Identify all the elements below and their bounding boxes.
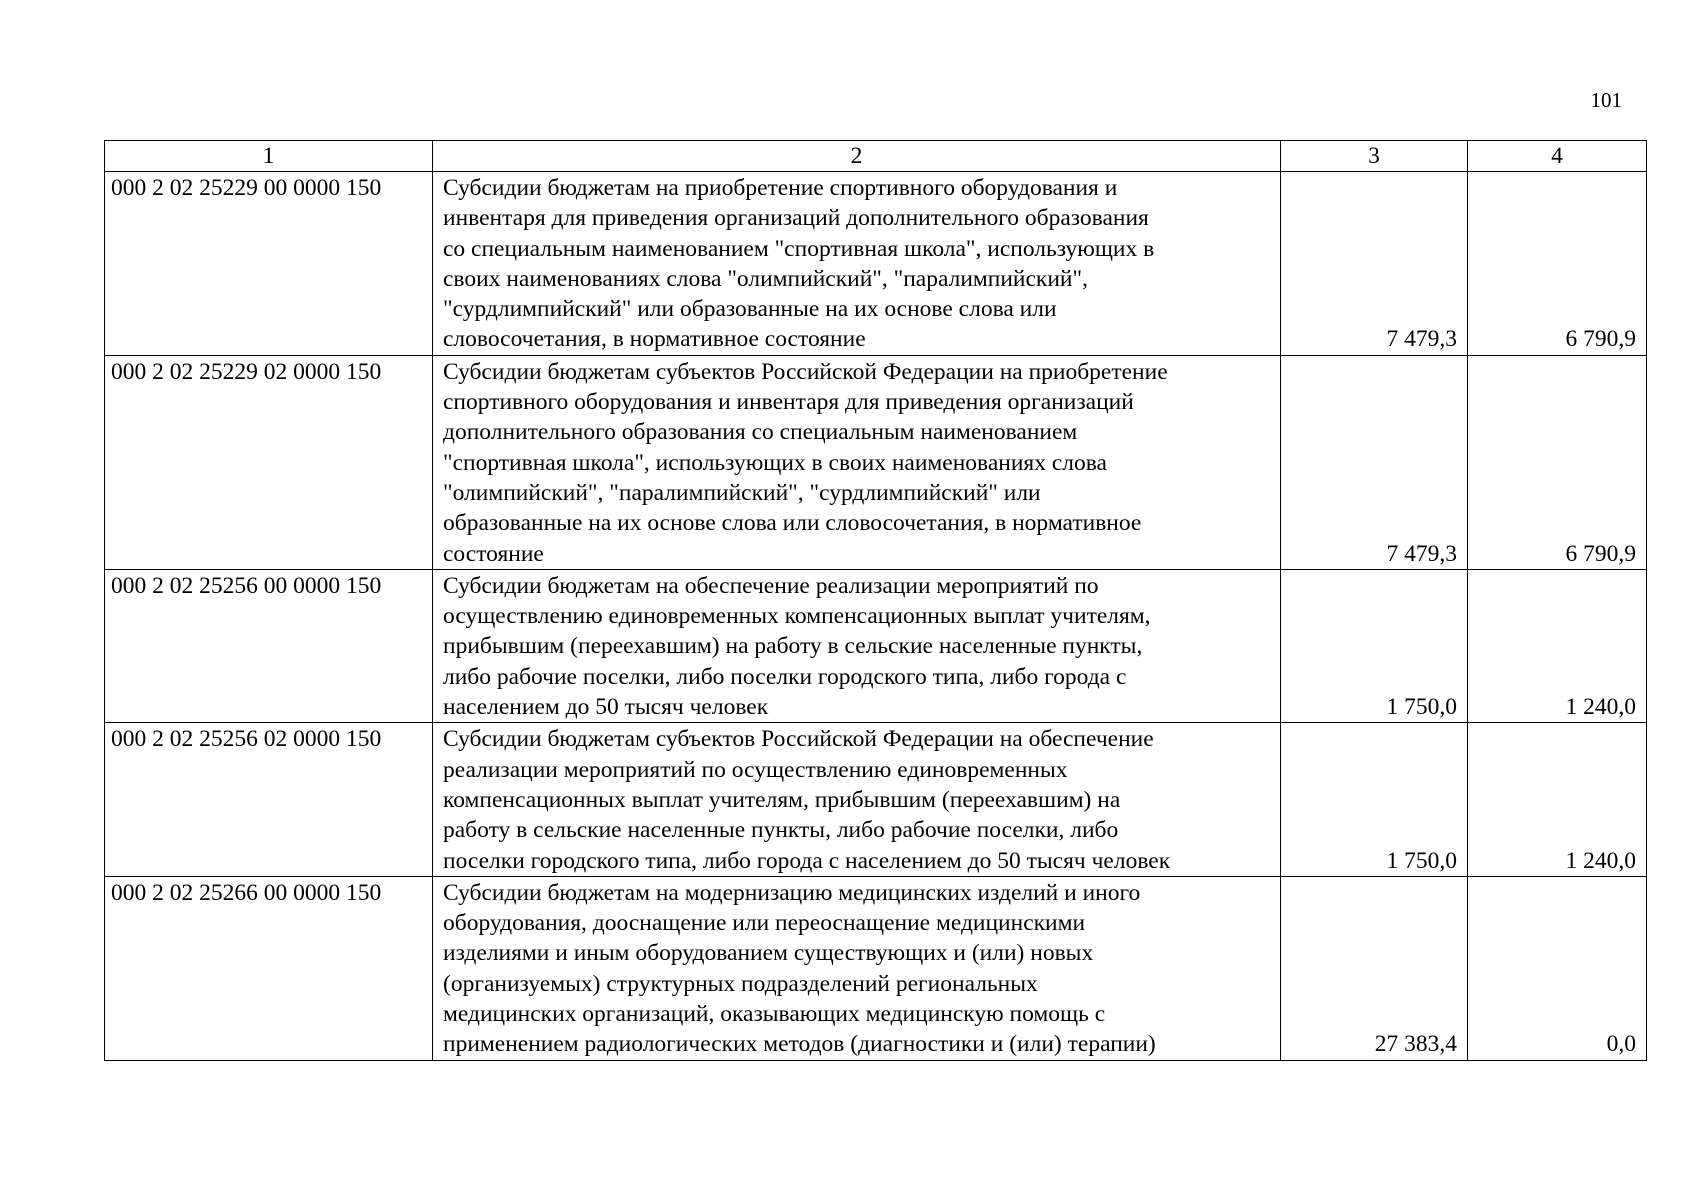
description	[433, 172, 1281, 356]
description-line: "спортивная школа", использующих в своих наименованиях слова	[443, 449, 1107, 476]
budget-code: 000 2 02 25256 00 0000 150	[105, 569, 433, 722]
column-header-4: 4	[1468, 141, 1647, 172]
description-line: прибывшим (переехавшим) на работу в сельские населенные пункты,	[443, 633, 1143, 660]
description-line: Субсидии бюджетам субъектов Российской Федерации на приобретение	[443, 358, 1168, 385]
description-line: инвентаря для приведения организаций дополнительного образования	[443, 205, 1149, 232]
description-line: Субсидии бюджетам на модернизацию медицинских изделий и иного	[443, 879, 1141, 906]
column-header-1: 1	[105, 141, 433, 172]
description-line: населением до 50 тысяч человек	[443, 694, 769, 721]
description-line: спортивного оборудования и инвентаря для приведения организаций	[443, 389, 1134, 416]
budget-table	[104, 140, 1647, 1061]
amount-col3: 1 750,0	[1281, 569, 1468, 722]
description-line: словосочетания, в нормативное состояние	[443, 326, 866, 353]
description-line: "сурдлимпийский" или образованные на их основе слова или	[443, 296, 1057, 323]
column-header-3: 3	[1281, 141, 1468, 172]
amount-col4: 1 240,0	[1468, 723, 1647, 876]
budget-code: 000 2 02 25229 00 0000 150	[105, 172, 433, 356]
table-row	[105, 876, 1647, 1060]
page-number: 101	[1590, 88, 1622, 112]
table-row	[105, 172, 1647, 356]
description-line: компенсационных выплат учителям, прибывшим (переехавшим) на	[443, 786, 1121, 813]
amount-col3: 27 383,4	[1281, 876, 1468, 1060]
description	[433, 355, 1281, 569]
description-line: применением радиологических методов (диагностики и (или) терапии)	[443, 1031, 1156, 1058]
description-line: дополнительного образования со специальным наименованием	[443, 419, 1078, 446]
description-line: либо рабочие поселки, либо поселки городского типа, либо города с	[443, 663, 1127, 690]
description-line: состояние	[443, 540, 544, 567]
table-header-row	[105, 141, 1647, 172]
description-line: Субсидии бюджетам субъектов Российской Федерации на обеспечение	[443, 726, 1154, 753]
description-line: медицинских организаций, оказывающих медицинскую помощь с	[443, 1001, 1106, 1028]
amount-col4: 0,0	[1468, 876, 1647, 1060]
description-line: поселки городского типа, либо города с населением до 50 тысяч человек	[443, 847, 1171, 874]
description	[433, 569, 1281, 722]
budget-code: 000 2 02 25256 02 0000 150	[105, 723, 433, 876]
description-line: реализации мероприятий по осуществлению единовременных	[443, 756, 1068, 783]
description-line: со специальным наименованием "спортивная школа", использующих в	[443, 235, 1155, 262]
description-line: Субсидии бюджетам на обеспечение реализации мероприятий по	[443, 572, 1099, 599]
table-row	[105, 723, 1647, 876]
description-line: оборудования, дооснащение или переоснащение медицинскими	[443, 910, 1086, 937]
amount-col4: 6 790,9	[1468, 172, 1647, 356]
amount-col4: 6 790,9	[1468, 355, 1647, 569]
description-line: изделиями и иным оборудованием существующих и (или) новых	[443, 940, 1094, 967]
description	[433, 876, 1281, 1060]
description-line: (организуемых) структурных подразделений региональных	[443, 970, 1038, 997]
description-line: осуществлению единовременных компенсационных выплат учителям,	[443, 603, 1151, 630]
amount-col4: 1 240,0	[1468, 569, 1647, 722]
column-header-2: 2	[433, 141, 1281, 172]
table-row	[105, 355, 1647, 569]
description-line: "олимпийский", "паралимпийский", "сурдлимпийский" или	[443, 479, 1041, 506]
table-row	[105, 569, 1647, 722]
description-line: своих наименованиях слова "олимпийский", "паралимпийский",	[443, 265, 1088, 292]
description-line: работу в сельские населенные пункты, либо рабочие поселки, либо	[443, 817, 1119, 844]
amount-col3: 7 479,3	[1281, 172, 1468, 356]
description-line: Субсидии бюджетам на приобретение спортивного оборудования и	[443, 175, 1118, 201]
description	[433, 723, 1281, 876]
budget-code: 000 2 02 25266 00 0000 150	[105, 876, 433, 1060]
budget-code: 000 2 02 25229 02 0000 150	[105, 355, 433, 569]
amount-col3: 1 750,0	[1281, 723, 1468, 876]
amount-col3: 7 479,3	[1281, 355, 1468, 569]
description-line: образованные на их основе слова или словосочетания, в нормативное	[443, 510, 1142, 537]
